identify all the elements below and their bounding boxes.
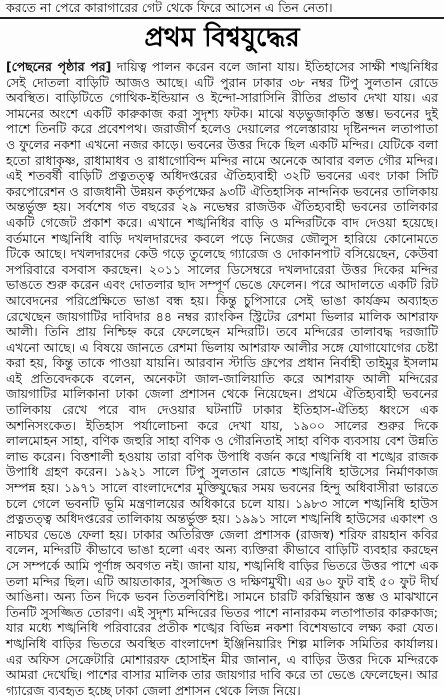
headline: প্রথম বিশ্বযুদ্ধের [144,23,300,53]
article-body-text: দায়িত্ব পালন করেন বলে জানা যায়। ইতিহাসের সাক্ষী শঙ্খনিধির সেই দোতলা বাড়িটি আজও আছে। এটি পুরান ঢাকার ৩৮ নম্বর টিপু সুলতান রোডে অবস্থিত। বাড়িটিতে গোথিক-ইন্ডিয়ান ও ইন্দো-সারাসিনি রীতির প্রভাব দেখা যায়। এর সামনের অংশে একটি কারুকাজ করা সুদৃশ্য ফটক। মাঝে ষড়ভুজাকৃতি স্তম্ভ। ভবনের দুই পাশে তিনটি করে প্রবেশপথ। জরাজীর্ণ হলেও দেয়ালের পলেস্তারায় দৃষ্টিনন্দন লতাপাতা ও ফুলের নকশা এখনো নজর কাড়ে। ভবনের উত্তর দিকে ছিল একটি মন্দির। যেটিকে বলা হতো রাধাকৃষ্ণ, রাধামাধব ও রাধাগোবিন্দ মন্দির নামে অনেকে আবার বলত গৌর মন্দির। এই শতবর্ষী বাড়িটি প্রত্নতত্ত্ব অধিদপ্তরের ঐতিহ্যবাহী ৩২টি ভবনের এবং ঢাকা সিটি করপোরেশন ও রাজধানী উন্নয়ন কর্তৃপক্ষের ৯৩টি ঐতিহাসিক নান্দনিক ভবনের তালিকায় অন্তর্ভুক্ত হয়। সর্বশেষ গত বছরের ২৯ নভেম্বর রাজউক ঐতিহ্যবাহী ভবনের তালিকার একটি গেজেট প্রকাশ করে। এখানে শঙ্খনিধির বাড়ি ও মন্দিরটিকে বাদ দেওয়া হয়েছে। বর্তমানে শঙ্খনিধি বাড়ি দখলদারদের কবলে পড়ে নিজের জৌলুস হারিয়ে কোনোমতে টিকে আছে। দখলদারদের কেউ গড়ে তুলেছে গ্যারেজ ও দোকানপাট বসিয়েছেন, কেউবা সপরিবারে বসবাস করছেন। ২০১১ সালের ডিসেম্বরে দখলদারেরা উত্তর দিকের মন্দির ভাঙতে শুরু করেন এবং দোতলার ছাদ সম্পূর্ণ ভেঙে ফেলেন। পরে আদালতে একটি রিট আবেদনের পরিপ্রেক্ষিতে ভাঙা বন্ধ হয়। কিন্তু চুপিসারে সেই ভাঙা কার্যক্রম অব্যাহত রেখেছেন জায়গাটির দাবিদার ৪৪ নম্বর র‍্যাংকিন স্ট্রিটের রেশমা ভিলার মালিক আশরাফ আলী। তিনি প্রায় নিশ্চিহ্ন করে ফেলেছেন মন্দিরটি। তবে মন্দিরের তালাবদ্ধ দরজাটি এখনো আছে। এ বিষয়ে জানতে রেশমা ভিলায় আশরাফ আলীর সঙ্গে যোগাযোগের চেষ্টা করা হয়, কিন্তু তাকে পাওয়া যায়নি। আরবান স্টাডি গ্রুপের প্রধান নির্বাহী তাইমুর ইসলাম এই প্রতিবেদককে বলেন, অনেকটা জাল-জালিয়াতি করে আশরাফ আলী মন্দিরের জায়গাটির মালিকানা ঢাকা জেলা প্রশাসন থেকে নিয়েছেন। প্রথমে ঐতিহ্যবাহী ভবনের তালিকায় রেখে পরে বাদ দেওয়ার ঘটনাটি ঢাকার ইতিহাস-ঐতিহ্য ধ্বংসে এক অশনিসংকেত। ইতিহাস পর্যালোচনা করে দেখা যায়, ১৯০০ সালের শুরুর দিকে লালমোহন সাহা, বণিক জহুরি সাহা বণিক ও গৌরনিতাই সাহা বণিক ব্যবসায় বেশ উন্নতি লাভ করেন। বিত্তশালী হওয়ায় তারা বণিক উপাধি বর্জন করে শঙ্খনিধি বা শঙ্খের রাজক উপাধি গ্রহণ করেন। ১৯২১ সালে টিপু সুলতান রোডে শঙ্খনিধি হাউসের নির্মাণকাজ সম্পন্ন হয়। ১৯৭১ সালে বাংলাদেশের মুক্তিযুদ্ধের সময় ভবনের হিন্দু অধিবাসীরা ভারতে চলে গেলে ভবনটি ভূমি মন্ত্রণালয়ের অধিকারে চলে যায়। ১৯৮৩ সালে শঙ্খনিধি হাউস প্রত্নতত্ত্ব অধিদপ্তরের তালিকায় অন্তর্ভুক্ত হয়। ১৯৯১ সালে শঙ্খনিধি হাউসের একাংশ ও নাচঘর ভেঙে ফেলা হয়। ঢাকার অতিরিক্ত জেলা প্রশাসক (রাজস্ব) শরিফ রায়হান কবির বলেন, মন্দিরটি কীভাবে ভাঙা হলো এবং অন্য ব্যক্তিরা কীভাবে বাড়িটি ব্যবহার করছেন সে সম্পর্কে আমি পূর্ণাঙ্গ অবগত নই। জানা যায়, শঙ্খনিধি বাড়ির ভিতরে উত্তর পাশে এক তলা মন্দির ছিল। এটি আয়তাকার, সুসজ্জিত ও দক্ষিণমুখী। এর ৬০ ফুট বাই ৫০ ফুট দীর্ঘ আঙিনা। অন্য তিন দিকে ভবন তিতলবিশিষ্ট। সামনে চারটি করিন্থিয়ান স্তম্ভ ও মাঝখানে তিনটি সুসজ্জিত তোরণ। এই সুদৃশ্য মন্দিরের ভিতর পাশে নানারকম লতাপাতার কারুকাজ; যার মধ্যে শঙ্খনিধি পরিবারের প্রতীক শঙ্খের বিভিন্ন নকশা বিশেষভাবে লক্ষ্য করা যেত। শঙ্খনিধি বাড়ির ভিতরে অবস্থিত বাংলাদেশ ইঞ্জিনিয়ারিং শিল্প মালিক সমিতির কার্যালয়। এর অফিস সেক্রেটারি মোশাররফ হোসাইন মীর জানান, এ বাড়ির উত্তর দিকে মন্দিরকে আমরা দেখেছি। পাশের বাসার মালিক তার জায়গার দাবি করে তা ভেঙে ফেলেছেন। আর গ্যারেজ ব্যবহৃত হচ্ছে ঢাকা জেলা প্রশাসন থেকে লিজ নিয়ে। [6,59,438,698]
article-paragraph [6,59,438,698]
continuation-label: [পেছনের পৃষ্ঠার পর] [6,59,112,74]
previous-article-last-line: করতে না পেরে কারাগারের গেট থেকে ফিরে আসেন এ তিন নেতা। [6,0,333,15]
article-body [6,59,438,698]
divider-rule [0,17,444,19]
